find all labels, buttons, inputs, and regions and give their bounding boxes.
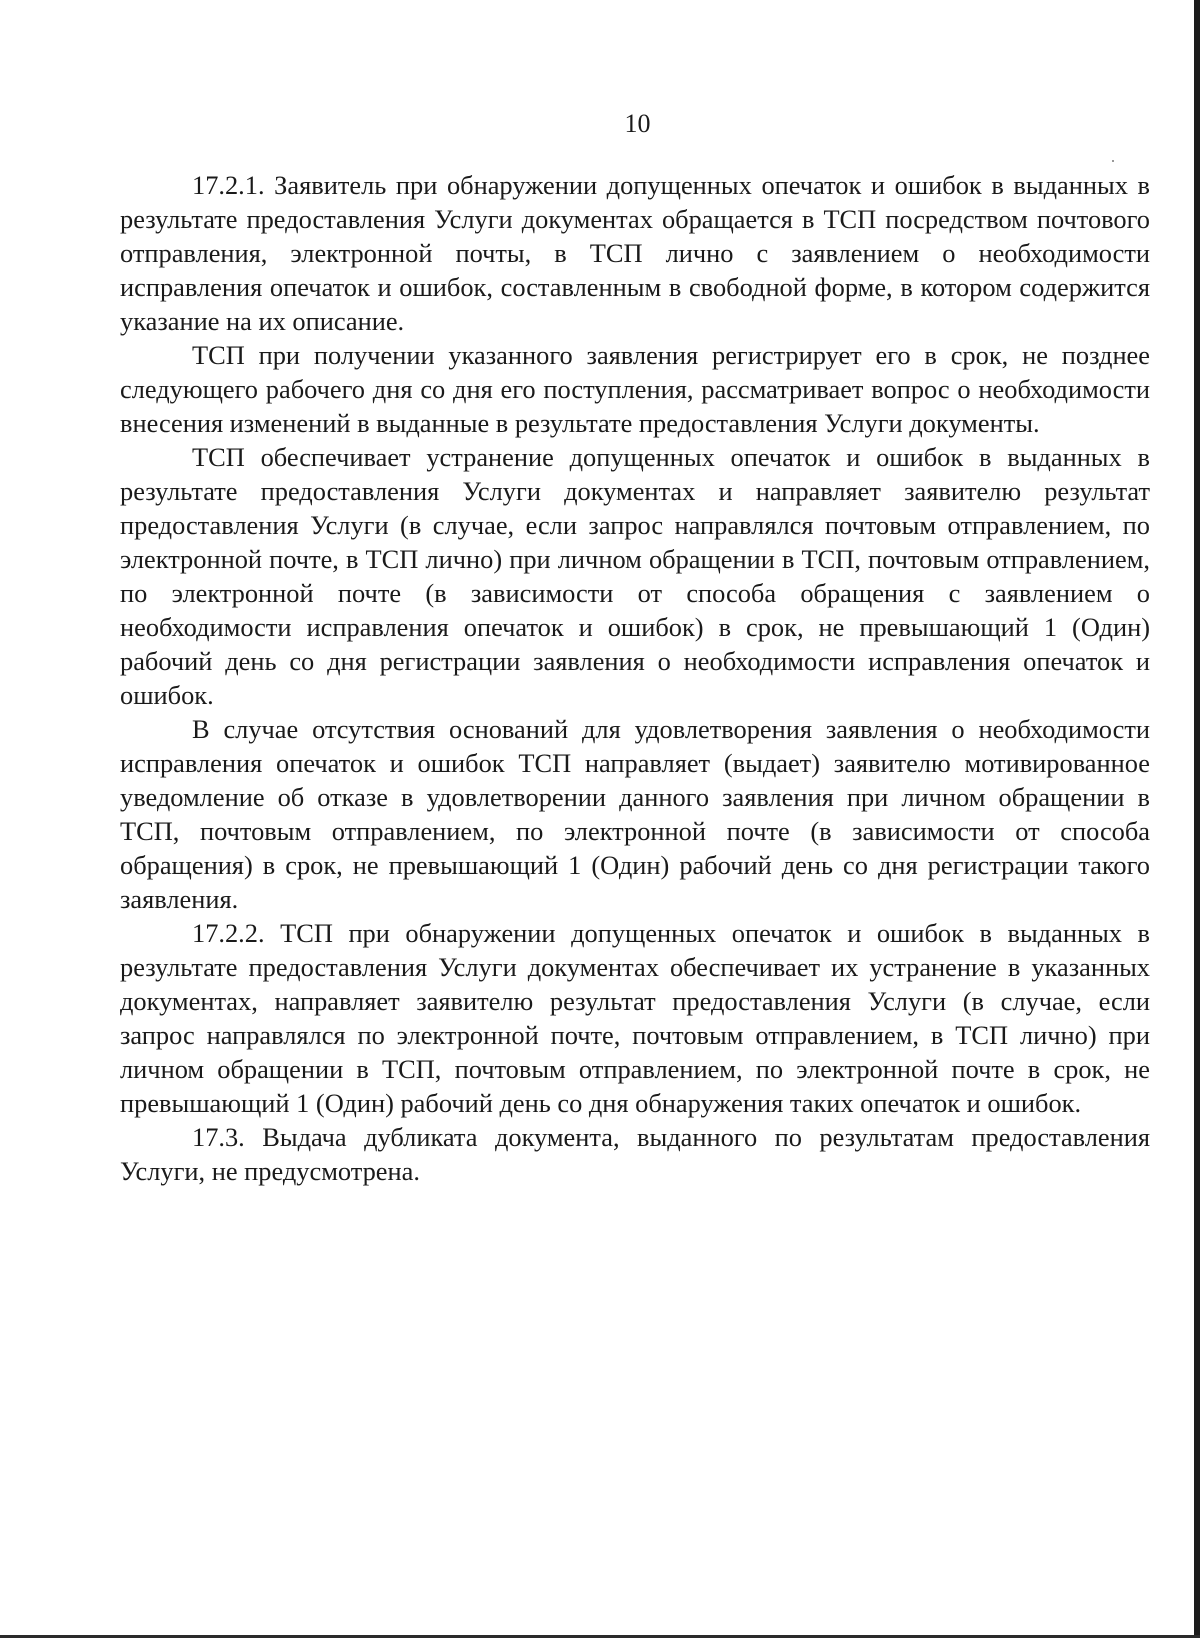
paragraph-refusal: В случае отсутствия оснований для удовлетворения заявления о необходимости исправления опечаток и ошибок ТСП направляет (выдает) заявителю мотивированное уведомление об отказе в удовлетворении данного заявления при личном обращении в ТСП, почтовым отправлением, по электронной почте (в зависимости от способа обращения) в срок, не превышающий 1 (Один) рабочий день со дня регистрации такого заявления. xyxy=(120,714,1150,914)
page-number: 10 xyxy=(624,109,651,138)
paragraph-17-3: 17.3. Выдача дубликата документа, выданного по результатам предоставления Услуги, не предусмотрена. xyxy=(120,1122,1150,1186)
scan-fleck xyxy=(1112,160,1114,162)
scan-edge-right xyxy=(1194,0,1200,1638)
paragraph-registration: ТСП при получении указанного заявления регистрирует его в срок, не позднее следующего рабочего дня со дня его поступления, рассматривает вопрос о необходимости внесения изменений в выданные в результате предоставления Услуги документы. xyxy=(120,340,1150,438)
paragraph-17-2-1: 17.2.1. Заявитель при обнаружении допущенных опечаток и ошибок в выданных в результате предоставления Услуги документах обращается в ТСП посредством почтового отправления, электронной почты, в ТСП лично с заявлением о необходимости исправления опечаток и ошибок, составленным в свободной форме, в котором содержится указание на их описание. xyxy=(120,170,1150,336)
paragraph-17-2-2: 17.2.2. ТСП при обнаружении допущенных опечаток и ошибок в выданных в результате предоставления Услуги документах обеспечивает их устранение в указанных документах, направляет заявителю результат предоставления Услуги (в случае, если запрос направлялся по электронной почте, почтовым отправлением, в ТСП лично) при личном обращении в ТСП, почтовым отправлением, по электронной почте в срок, не превышающий 1 (Один) рабочий день со дня обнаружения таких опечаток и ошибок. xyxy=(120,918,1150,1118)
document-body xyxy=(120,168,1150,1188)
paragraph-correction: ТСП обеспечивает устранение допущенных опечаток и ошибок в выданных в результате предоставления Услуги документах и направляет заявителю результат предоставления Услуги (в случае, если запрос направлялся почтовым отправлением, по электронной почте, в ТСП лично) при личном обращении в ТСП, почтовым отправлением, по электронной почте (в зависимости от способа обращения с заявлением о необходимости исправления опечаток и ошибок) в срок, не превышающий 1 (Один) рабочий день со дня регистрации заявления о необходимости исправления опечаток и ошибок. xyxy=(120,442,1150,710)
